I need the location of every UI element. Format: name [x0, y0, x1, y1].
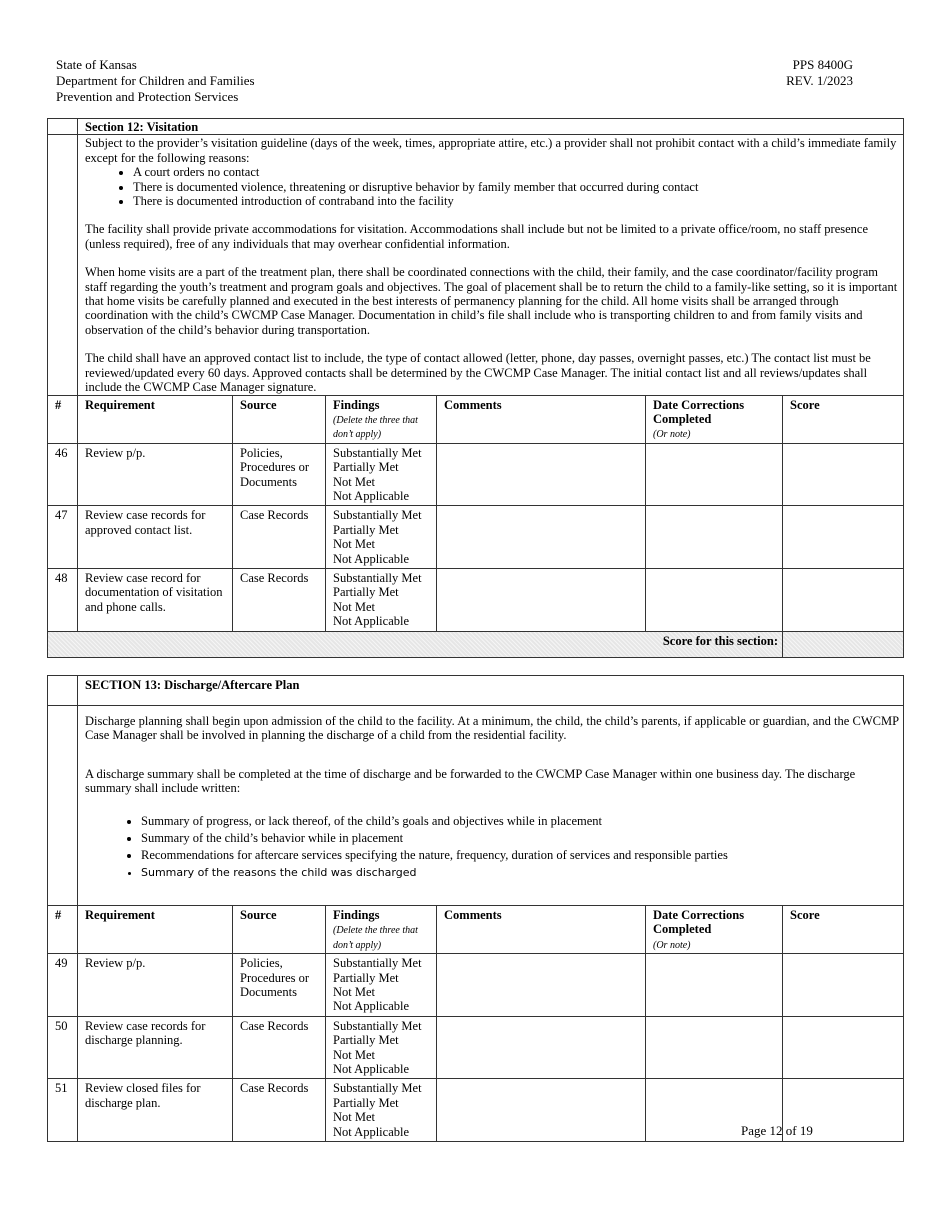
row-comments[interactable] [437, 506, 646, 569]
row-date[interactable] [646, 1016, 783, 1079]
section12-para3: The child shall have an approved contact list to include, the type of contact allowed (letter, phone, day passes, overnight passes, etc.) The contact list must be reviewed/updated every 60 days. Approved contacts shall be determined by the CWCMP Case Manager. The initial contact list and all reviews/updates shall include the CWCMP Case Manager signature. [85, 351, 871, 395]
list-item: • Summary of the reasons the child was discharged [141, 866, 899, 880]
row-requirement: Review case records for approved contact list. [78, 506, 233, 569]
row-num: 47 [48, 506, 78, 569]
section12-score-input[interactable] [783, 631, 904, 657]
row-source: Case Records [233, 506, 326, 569]
header-left [56, 57, 255, 105]
date-note: (Or note) [653, 429, 691, 441]
table-row [48, 954, 904, 1017]
col-score: Score [783, 395, 904, 443]
header-state: State of Kansas [56, 57, 137, 72]
section12-body [78, 135, 904, 395]
row-findings[interactable]: Substantially Met Partially Met Not Met Not Applicable [326, 443, 437, 506]
row-num: 48 [48, 568, 78, 631]
row-score[interactable] [783, 1016, 904, 1079]
row-date[interactable] [646, 506, 783, 569]
section13-bullets [85, 814, 899, 881]
row-score[interactable] [783, 568, 904, 631]
row-date[interactable] [646, 443, 783, 506]
row-comments[interactable] [437, 954, 646, 1017]
table-row [48, 1016, 904, 1079]
table-row [48, 506, 904, 569]
col-comments: Comments [437, 906, 646, 954]
row-num: 49 [48, 954, 78, 1017]
list-item: • There is documented violence, threatening or disruptive behavior by family member that occurred during contact [133, 180, 899, 194]
table-row [48, 568, 904, 631]
section12-bullets [85, 165, 899, 208]
row-score[interactable] [783, 506, 904, 569]
page-number: Page 12 of 19 [741, 1123, 813, 1138]
row-requirement: Review p/p. [78, 954, 233, 1017]
row-findings[interactable]: Substantially Met Partially Met Not Met Not Applicable [326, 1079, 437, 1142]
header-division: Prevention and Protection Services [56, 89, 239, 104]
section13-body [78, 706, 904, 906]
section13-para2: A discharge summary shall be completed at the time of discharge and be forwarded to the CWCMP Case Manager within one business day. The discharge summary shall include written: [85, 766, 856, 796]
col-findings: Findings (Delete the three that don’t apply) [326, 906, 437, 954]
section13-table [47, 675, 904, 1142]
row-source: Policies, Procedures or Documents [233, 954, 326, 1017]
col-score: Score [783, 906, 904, 954]
section12-title: Section 12: Visitation [78, 119, 904, 135]
findings-note: (Delete the three that don’t apply) [333, 925, 418, 951]
row-findings[interactable]: Substantially Met Partially Met Not Met Not Applicable [326, 954, 437, 1017]
row-findings[interactable]: Substantially Met Partially Met Not Met Not Applicable [326, 568, 437, 631]
score-row [48, 631, 904, 657]
row-source: Policies, Procedures or Documents [233, 443, 326, 506]
section13-para1: Discharge planning shall begin upon admission of the child to the facility. At a minimum, the child, the child’s parents, if applicable or guardian, and the CWCMP Case Manager shall be involved in planning the discharge of a child from the residential facility. [85, 714, 900, 743]
row-requirement: Review closed files for discharge plan. [78, 1079, 233, 1142]
col-date: Date Corrections Completed (Or note) [646, 395, 783, 443]
row-score[interactable] [783, 954, 904, 1017]
row-num: 51 [48, 1079, 78, 1142]
row-requirement: Review case records for discharge planning. [78, 1016, 233, 1079]
col-requirement: Requirement [78, 906, 233, 954]
row-comments[interactable] [437, 443, 646, 506]
row-comments[interactable] [437, 1016, 646, 1079]
score-label: Score for this section: [48, 631, 783, 657]
row-comments[interactable] [437, 568, 646, 631]
col-num: # [48, 906, 78, 954]
col-num: # [48, 395, 78, 443]
row-requirement: Review p/p. [78, 443, 233, 506]
col-comments: Comments [437, 395, 646, 443]
row-requirement: Review case record for documentation of visitation and phone calls. [78, 568, 233, 631]
col-date: Date Corrections Completed (Or note) [646, 906, 783, 954]
findings-note: (Delete the three that don’t apply) [333, 414, 418, 441]
row-source: Case Records [233, 1079, 326, 1142]
list-item: • Summary of progress, or lack thereof, of the child’s goals and objectives while in placement [141, 814, 899, 828]
col-source: Source [233, 906, 326, 954]
section12-intro: Subject to the provider’s visitation guideline (days of the week, times, appropriate attire, etc.) a provider shall not prohibit contact with a child’s immediate family except for the following reasons: [85, 136, 897, 165]
list-item: • Recommendations for aftercare services specifying the nature, frequency, duration of services and responsible parties [141, 848, 899, 862]
header-right [786, 57, 853, 89]
row-score[interactable] [783, 443, 904, 506]
header-department: Department for Children and Families [56, 73, 255, 88]
col-requirement: Requirement [78, 395, 233, 443]
section12-para1: The facility shall provide private accommodations for visitation. Accommodations shall include but not be limited to a private office/room, no staff presence (unless required), free of any individuals that may overhear confidential information. [85, 222, 869, 251]
date-note: (Or note) [653, 939, 691, 951]
row-num: 46 [48, 443, 78, 506]
col-findings: Findings (Delete the three that don’t apply) [326, 395, 437, 443]
section12-para2: When home visits are a part of the treatment plan, there shall be coordinated connections with the child, their family, and the case coordinator/facility program staff regarding the youth’s treatment and program goals and objectives. The goal of placement shall be to return the child to a family-like setting, so it is important that home visits be carefully planned and executed in the best interests of permanency planning for the child. All home visits shall be arranged through coordination with the child’s CWCMP Case Manager. Documentation in child’s file shall include who is transporting children to and from family visits and observation of the child’s behavior during transportation. [85, 265, 898, 337]
row-comments[interactable] [437, 1079, 646, 1142]
table-row [48, 443, 904, 506]
row-num: 50 [48, 1016, 78, 1079]
list-item: • There is documented introduction of contraband into the facility [133, 194, 899, 208]
row-date[interactable] [646, 568, 783, 631]
col-source: Source [233, 395, 326, 443]
table-header-row [48, 395, 904, 443]
row-findings[interactable]: Substantially Met Partially Met Not Met Not Applicable [326, 1016, 437, 1079]
list-item: • Summary of the child’s behavior while in placement [141, 831, 899, 845]
row-source: Case Records [233, 568, 326, 631]
header-form-number: PPS 8400G [792, 57, 853, 72]
section13-title: SECTION 13: Discharge/Aftercare Plan [78, 676, 904, 706]
row-findings[interactable]: Substantially Met Partially Met Not Met Not Applicable [326, 506, 437, 569]
list-item: • A court orders no contact [133, 165, 899, 179]
table-header-row [48, 906, 904, 954]
row-source: Case Records [233, 1016, 326, 1079]
header-revision: REV. 1/2023 [786, 73, 853, 88]
section12-table [47, 118, 904, 658]
row-date[interactable] [646, 954, 783, 1017]
